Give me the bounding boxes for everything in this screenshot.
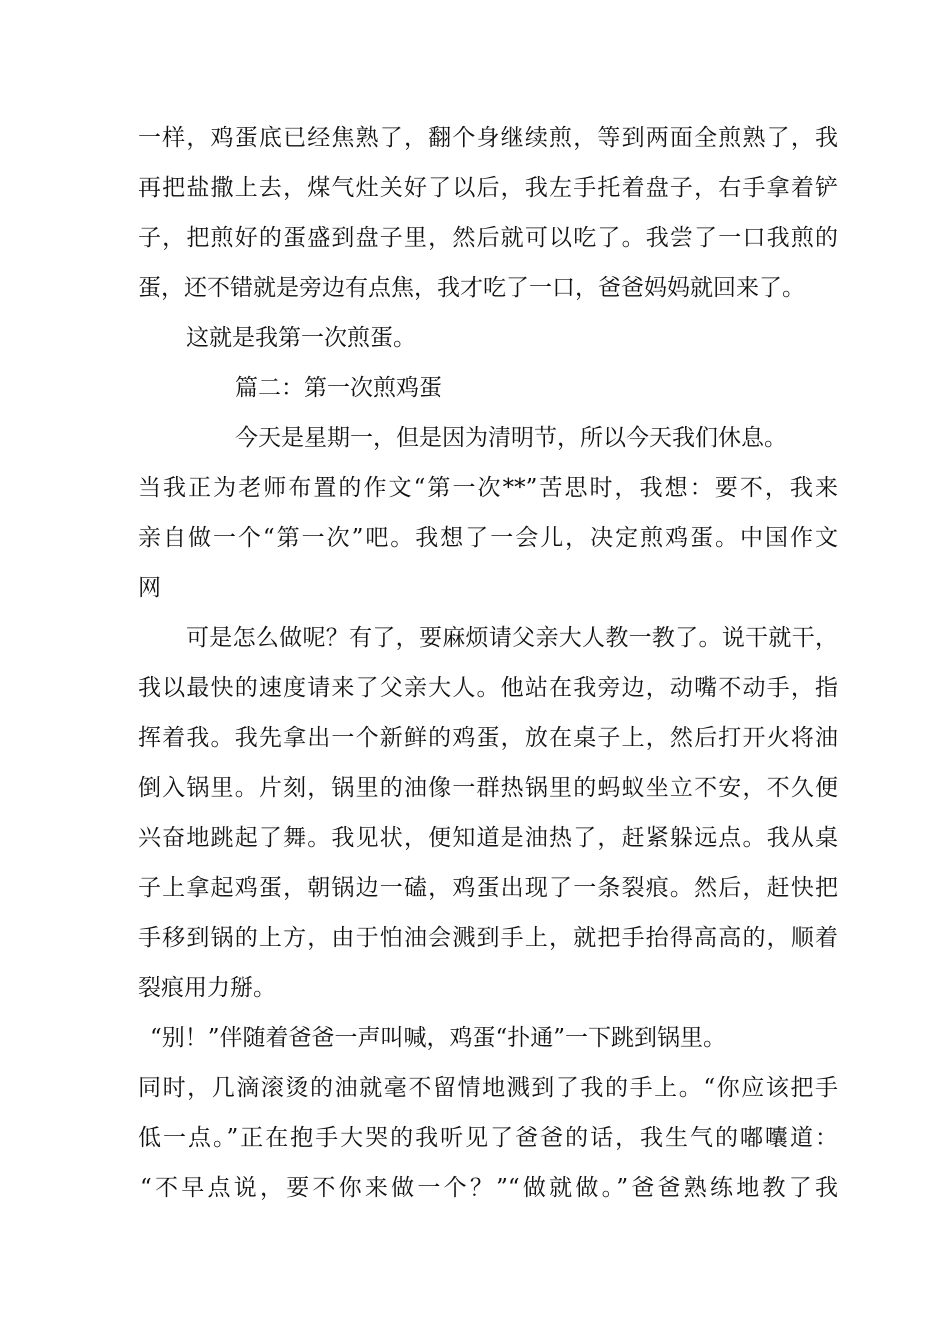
paragraph-line: 倒入锅里。片刻，锅里的油像一群热锅里的蚂蚁坐立不安，不久便 [138, 775, 838, 801]
paragraph-line: 亲自做一个“第一次”吧。我想了一会儿，决定煎鸡蛋。中国作文 [138, 525, 838, 551]
paragraph-line: 低一点。”正在抱手大哭的我听见了爸爸的话，我生气的嘟囔道： [138, 1125, 838, 1151]
paragraph-line: 挥着我。我先拿出一个新鲜的鸡蛋，放在桌子上，然后打开火将油 [138, 725, 838, 751]
paragraph-line: 蛋，还不错就是旁边有点焦，我才吃了一口，爸爸妈妈就回来了。 [138, 275, 805, 301]
section-heading: 篇二：第一次煎鸡蛋 [235, 375, 442, 401]
paragraph-line: 我以最快的速度请来了父亲大人。他站在我旁边，动嘴不动手，指 [138, 675, 838, 701]
paragraph-line: 再把盐撒上去，煤气灶关好了以后，我左手托着盘子，右手拿着铲 [138, 175, 838, 201]
paragraph-line: 这就是我第一次煎蛋。 [186, 325, 416, 351]
paragraph-line: 一样，鸡蛋底已经焦熟了，翻个身继续煎，等到两面全煎熟了，我 [138, 125, 838, 151]
paragraph-line: 可是怎么做呢？有了，要麻烦请父亲大人教一教了。说干就干， [186, 625, 838, 651]
paragraph-line: “不早点说，要不你来做一个？”“做就做。”爸爸熟练地教了我 [140, 1175, 838, 1201]
paragraph-line: “别！”伴随着爸爸一声叫喊，鸡蛋“扑通”一下跳到锅里。 [150, 1025, 727, 1051]
paragraph-line: 手移到锅的上方，由于怕油会溅到手上，就把手抬得高高的，顺着 [138, 925, 838, 951]
paragraph-line: 子，把煎好的蛋盛到盘子里，然后就可以吃了。我尝了一口我煎的 [138, 225, 838, 251]
paragraph-line: 子上拿起鸡蛋，朝锅边一磕，鸡蛋出现了一条裂痕。然后，赶快把 [138, 875, 838, 901]
paragraph-line: 今天是星期一，但是因为清明节，所以今天我们休息。 [235, 425, 787, 451]
paragraph-line: 当我正为老师布置的作文“第一次**”苦思时，我想：要不，我来 [138, 475, 838, 501]
paragraph-line: 网 [138, 575, 161, 601]
paragraph-line: 兴奋地跳起了舞。我见状，便知道是油热了，赶紧躲远点。我从桌 [138, 825, 838, 851]
paragraph-line: 同时，几滴滚烫的油就毫不留情地溅到了我的手上。“你应该把手 [138, 1075, 838, 1101]
paragraph-line: 裂痕用力掰。 [138, 975, 276, 1001]
